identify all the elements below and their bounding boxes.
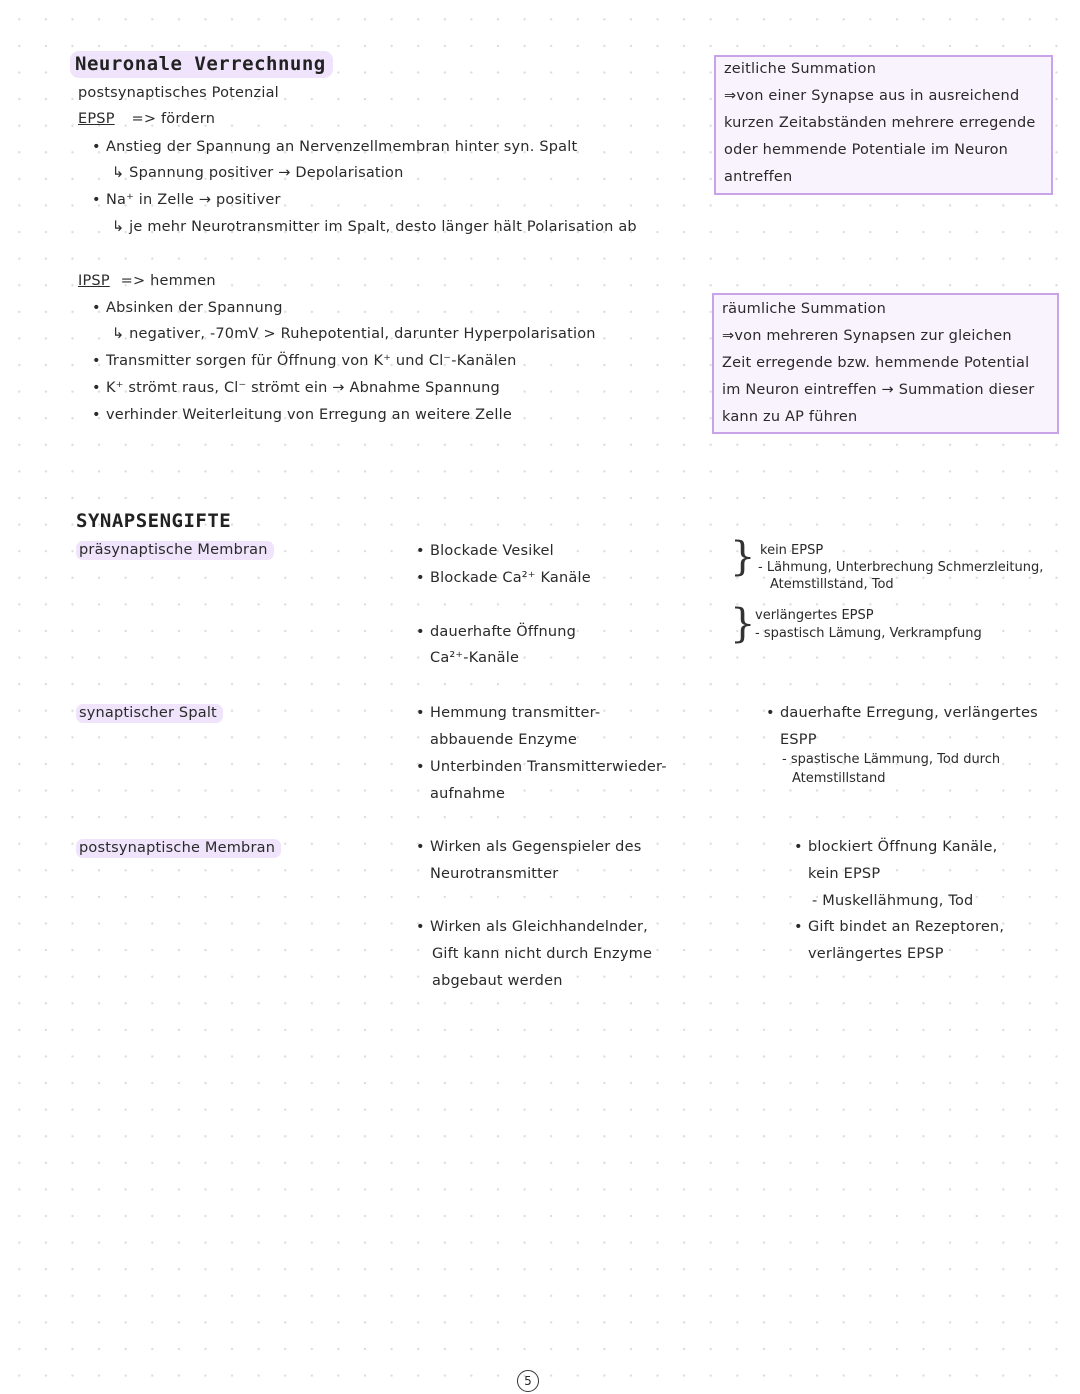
box-line: antreffen — [724, 169, 793, 185]
ipsp-line: • Absinken der Spannung — [106, 301, 283, 316]
epsp-effect: => fördern — [131, 111, 216, 127]
toxin-item: abbauende Enzyme — [430, 732, 578, 748]
heading-text: Neuronale Verrechnung — [70, 51, 333, 78]
effect-line: kein EPSP — [760, 543, 824, 558]
toxin-item: • Wirken als Gegenspieler des — [430, 840, 641, 855]
ipsp-line: • K⁺ strömt raus, Cl⁻ strömt ein → Abnahme Spannung — [106, 381, 500, 396]
effect-line: - spastische Lämmung, Tod durch — [782, 752, 1001, 767]
toxin-item: • Wirken als Gleichhandelnder, — [430, 920, 648, 935]
brace: } — [730, 601, 756, 647]
ipsp-line: • Transmitter sorgen für Öffnung von K⁺ und Cl⁻-Kanälen — [106, 354, 516, 369]
toxin-item: aufnahme — [430, 786, 506, 802]
section-heading-neuronal — [70, 53, 333, 75]
temporal-summation-box — [714, 55, 1053, 195]
toxin-item: Neurotransmitter — [430, 866, 559, 882]
effect-line: ESPP — [780, 732, 817, 748]
effect-line: Atemstillstand, Tod — [770, 577, 894, 592]
effect-line: • dauerhafte Erregung, verlängertes — [780, 706, 1038, 721]
box-line: kann zu AP führen — [722, 409, 858, 425]
ipsp-effect: => hemmen — [120, 273, 216, 289]
epsp-line: • Na⁺ in Zelle → positiver — [106, 193, 281, 208]
toxin-section-label — [76, 841, 281, 856]
toxin-section-label — [76, 543, 274, 558]
box-line: ⇒von mehreren Synapsen zur gleichen — [722, 328, 1012, 344]
box-line: kurzen Zeitabständen mehrere erregende — [724, 115, 1036, 131]
ipsp-label: IPSP — [78, 273, 110, 289]
epsp-label: EPSP — [78, 111, 115, 127]
epsp-row — [78, 112, 215, 127]
spatial-summation-box — [712, 293, 1059, 434]
toxin-item: Ca²⁺-Kanäle — [430, 650, 520, 666]
box-title: räumliche Summation — [722, 301, 887, 317]
label-text: präsynaptische Membran — [76, 541, 274, 560]
effect-line: verlängertes EPSP — [808, 946, 944, 962]
effect-line: - Muskellähmung, Tod — [812, 893, 974, 909]
ipsp-line: • verhinder Weiterleitung von Erregung an weitere Zelle — [106, 408, 512, 423]
box-line: Zeit erregende bzw. hemmende Potential — [722, 355, 1030, 371]
toxin-section-label — [76, 706, 223, 721]
box-title: zeitliche Summation — [724, 61, 877, 77]
box-line: ⇒von einer Synapse aus in ausreichend — [724, 88, 1020, 104]
toxin-item: • Blockade Ca²⁺ Kanäle — [430, 571, 591, 586]
toxin-item: • Blockade Vesikel — [430, 544, 554, 559]
box-line: im Neuron eintreffen → Summation dieser — [722, 382, 1035, 398]
toxin-item: • Hemmung transmitter- — [430, 706, 600, 721]
effect-line: - spastisch Lämung, Verkrampfung — [755, 626, 982, 641]
ipsp-row — [78, 274, 216, 289]
effect-line: • blockiert Öffnung Kanäle, — [808, 840, 997, 855]
brace: } — [730, 534, 756, 580]
toxin-item: Gift kann nicht durch Enzyme — [432, 946, 653, 962]
effect-line: - Lähmung, Unterbrechung Schmerzleitung, — [758, 560, 1044, 575]
toxin-item: • Unterbinden Transmitterwieder- — [430, 760, 667, 775]
label-text: postsynaptische Membran — [76, 839, 281, 858]
box-line: oder hemmende Potentiale im Neuron — [724, 142, 1009, 158]
toxin-item: abgebaut werden — [432, 973, 563, 989]
page-number: 5 — [517, 1370, 539, 1392]
epsp-line: ↳ je mehr Neurotransmitter im Spalt, desto länger hält Polarisation ab — [112, 219, 637, 235]
effect-line: • Gift bindet an Rezeptoren, — [808, 920, 1004, 935]
effect-line: kein EPSP — [808, 866, 881, 882]
epsp-line: • Anstieg der Spannung an Nervenzellmembran hinter syn. Spalt — [106, 140, 577, 155]
label-text: synaptischer Spalt — [76, 704, 223, 723]
ipsp-line: ↳ negativer, -70mV > Ruhepotential, darunter Hyperpolarisation — [112, 326, 596, 342]
epsp-line: ↳ Spannung positiver → Depolarisation — [112, 165, 404, 181]
effect-line: verlängertes EPSP — [755, 608, 874, 623]
section-heading-toxins: SYNAPSENGIFTE — [76, 510, 232, 532]
toxin-item: • dauerhafte Öffnung — [430, 625, 576, 640]
subtitle: postsynaptisches Potenzial — [78, 85, 279, 101]
effect-line: Atemstillstand — [792, 771, 886, 786]
